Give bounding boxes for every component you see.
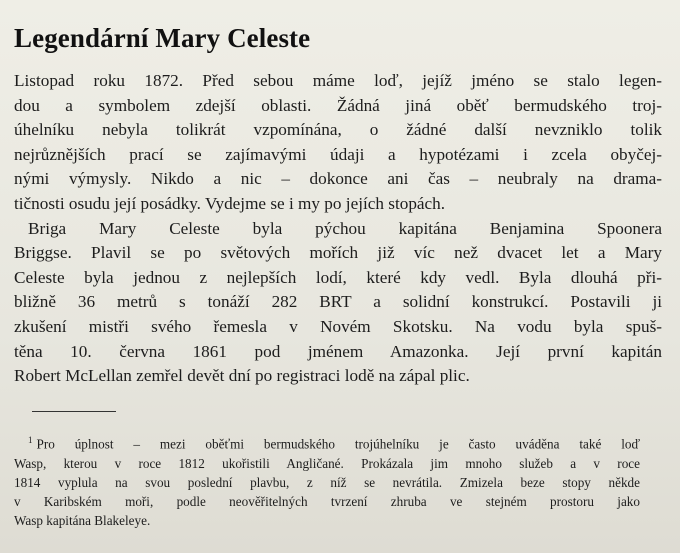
footnote-line-text: Pro úplnost – mezi oběťmi bermudského trojúhelníku je často uváděna také loď — [36, 436, 640, 452]
text-line: bližně 36 metrů s tonáží 282 BRT a solidní konstrukcí. Postavili ji — [14, 292, 662, 312]
main-text — [14, 69, 662, 389]
paragraph-briga — [14, 217, 662, 389]
chapter-title: Legendární Mary Celeste — [14, 23, 311, 53]
text-line: Celeste byla jednou z nejlepších lodí, které kdy vedl. Byla dlouhá při- — [14, 267, 662, 287]
footnote-marker: 1 — [28, 435, 33, 445]
footnote — [14, 431, 640, 530]
footnote-line: 1814 vyplula na svou poslední plavbu, z níž se nevrátila. Zmizela beze stopy někde — [14, 474, 640, 490]
text-line: nými výmysly. Nikdo a nic – dokonce ani čas – neubraly na drama- — [14, 169, 662, 189]
footnote-line: v Karibském moři, podle neověřitelných tvrzení zhruba ve stejném prostoru jako — [14, 494, 640, 509]
paragraph-intro — [14, 69, 662, 217]
text-line: tičnosti osudu její posádky. Vydejme se i my po jejích stopách. — [14, 193, 446, 213]
text-line: úhelníku nebyla tolikrát vzpomínána, o žádné další nevzniklo tolik — [14, 120, 662, 140]
text-line: Briga Mary Celeste byla pýchou kapitána Benjamina Spoonera — [28, 218, 662, 238]
text-line: Robert McLellan zemřel devět dní po registraci lodě na zápal plic. — [14, 366, 470, 386]
footnote-line — [14, 431, 640, 454]
text-line: nejrůznějších prací se zajímavými údaji a hypotézami i zcela obyčej- — [14, 144, 662, 164]
text-line: zkušení mistři svého řemesla v Novém Skotsku. Na vodu byla spuš- — [14, 316, 662, 336]
text-line: těna 10. června 1861 pod jménem Amazonka. Její první kapitán — [14, 341, 662, 361]
text-line: dou a symbolem zdejší oblasti. Žádná jiná oběť bermudského troj- — [14, 95, 662, 115]
footnote-line: Wasp kapitána Blakeleye. — [14, 513, 151, 529]
text-line: Listopad roku 1872. Před sebou máme loď, jejíž jméno se stalo legen- — [14, 71, 662, 90]
footnote-divider — [32, 411, 116, 412]
footnote-line: Wasp, kterou v roce 1812 ukořistili Angličané. Prokázala jim mnoho služeb a v roce — [14, 455, 640, 471]
text-line: Briggse. Plavil se po světových mořích již víc než dvacet let a Mary — [14, 243, 662, 263]
